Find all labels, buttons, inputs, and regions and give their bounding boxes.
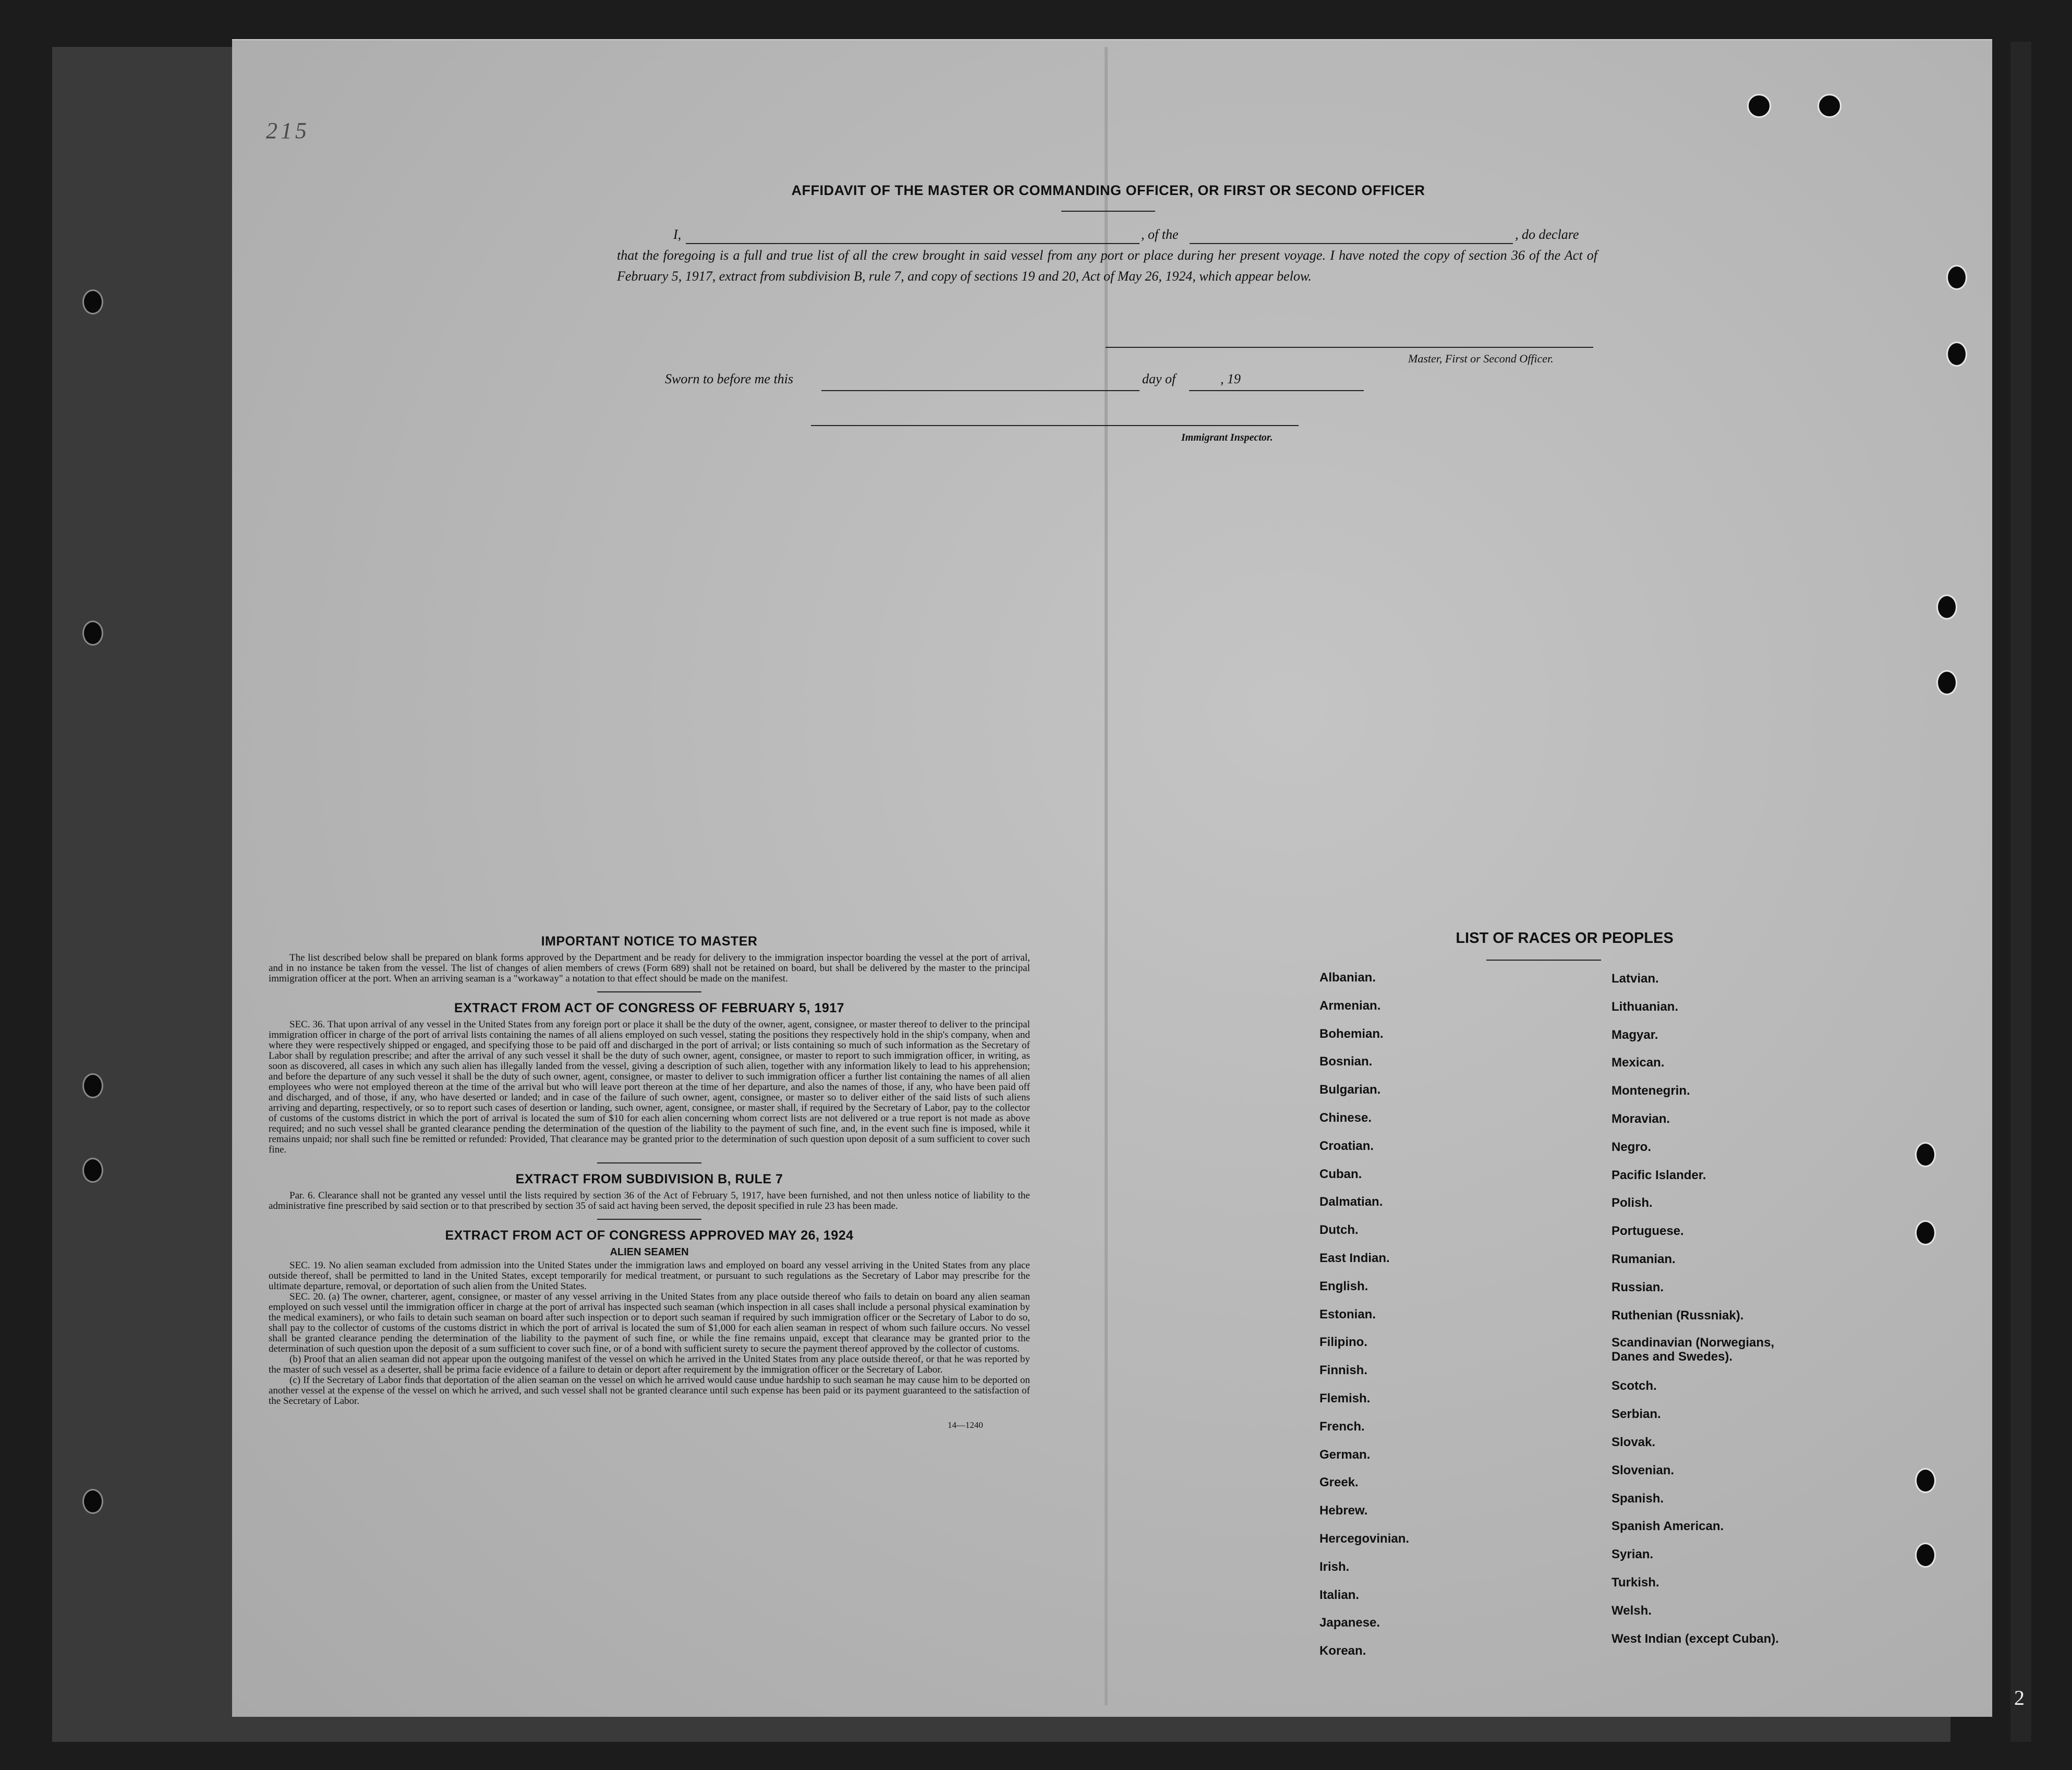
race-item: Ruthenian (Russniak).: [1611, 1308, 1744, 1323]
race-item: Pacific Islander.: [1611, 1168, 1706, 1182]
binder-hole: [1747, 94, 1771, 118]
binder-hole: [1936, 595, 1957, 620]
name-field[interactable]: [686, 227, 1140, 244]
binder-hole: [1946, 265, 1967, 290]
race-item: Bohemian.: [1319, 1026, 1384, 1041]
affidavit-title: AFFIDAVIT OF THE MASTER OR COMMANDING OFFICER, OR FIRST OR SECOND OFFICER: [791, 183, 1425, 198]
binder-hole: [1915, 1543, 1936, 1568]
binder-hole: [1915, 1142, 1936, 1167]
race-item: East Indian.: [1319, 1251, 1390, 1265]
race-item: Spanish.: [1611, 1491, 1664, 1506]
race-item: Irish.: [1319, 1559, 1350, 1574]
race-item: Moravian.: [1611, 1111, 1670, 1126]
race-item: Turkish.: [1611, 1575, 1659, 1590]
race-item: Rumanian.: [1611, 1252, 1676, 1266]
binder-hole: [1946, 342, 1967, 367]
race-item: Filipino.: [1319, 1335, 1367, 1350]
divider: [597, 1219, 701, 1220]
races-left-column: [1319, 970, 1538, 1671]
race-item: Magyar.: [1611, 1027, 1658, 1042]
day-of-label: day of: [1142, 371, 1176, 386]
extract-1917-title: EXTRACT FROM ACT OF CONGRESS OF FEBRUARY 5, 1917: [454, 1001, 845, 1015]
binder-hole: [82, 1489, 103, 1514]
race-item: Hercegovinian.: [1319, 1531, 1410, 1546]
divider: [597, 1162, 701, 1163]
master-signature-line[interactable]: [1106, 347, 1593, 348]
races-underline: [1486, 960, 1601, 961]
declaration-line: [617, 224, 1597, 245]
handwritten-page-number: 215: [266, 118, 310, 143]
extract-1924-title: EXTRACT FROM ACT OF CONGRESS APPROVED MAY 26, 1924: [445, 1228, 854, 1243]
center-fold: [1105, 47, 1108, 1705]
race-item: Korean.: [1319, 1644, 1366, 1658]
race-item: Welsh.: [1611, 1603, 1652, 1618]
binder-hole: [1817, 94, 1841, 118]
race-item: German.: [1319, 1447, 1371, 1462]
race-item: Dutch.: [1319, 1223, 1359, 1238]
race-item: Spanish American.: [1611, 1519, 1724, 1534]
races-right-column: [1611, 971, 1810, 1659]
binder-hole: [1915, 1468, 1936, 1493]
section-19: SEC. 19. No alien seaman excluded from admission into the United States under the immigration laws and employed on board any vessel arriving in the United States from any place outside thereof, shall be permitted to land in the United States, except temporarily for medical treatment, or pursuant to such regulations as the Secretary of Labor may prescribe for the ultimate departure, removal, or deportation of such alien from the United States.: [269, 1260, 1030, 1292]
race-item: Serbian.: [1611, 1407, 1661, 1422]
notice-body: The list described below shall be prepared on blank forms approved by the Department and be ready for delivery to the immigration inspector boarding the vessel at the port of arrival, and in no instance be taken from the vessel. The list of changes of alien members of crews (Form 689) shall not be retained on board, but shall be delivered by the master to the principal immigration officer at the port. When an arriving seaman is a "workaway" a notation to that effect should be made on the manifest.: [269, 952, 1030, 984]
section-20b: (b) Proof that an alien seaman did not appear upon the outgoing manifest of the vessel on which he arrived in the United States from any place outside thereof, or that he was reported by the master of such vessel as a deserter, shall be prima facie evidence of a failure to detain or deport after requirement by the immigration officer or the Secretary of Labor.: [269, 1354, 1030, 1375]
binder-hole: [82, 289, 103, 314]
year-prefix: , 19: [1220, 371, 1241, 386]
legal-extracts-column: [269, 936, 1030, 1430]
binder-hole: [82, 1158, 103, 1183]
extract-rule7-body: Par. 6. Clearance shall not be granted any vessel until the lists required by section 36 of the Act of February 5, 1917, have been furnished, and not then unless notice of liability to the administrative fine prescribed by said section or to that prescribed by section 35 of said act having been served, the deposit specified in rule 23 has been made.: [269, 1190, 1030, 1211]
year-field[interactable]: [1251, 374, 1324, 391]
race-item: Flemish.: [1319, 1391, 1371, 1405]
race-item: Latvian.: [1611, 972, 1659, 986]
race-item: Lithuanian.: [1611, 999, 1678, 1014]
sworn-day-field[interactable]: [821, 374, 1140, 391]
section-20a: SEC. 20. (a) The owner, charterer, agent, consignee, or master of any vessel arriving in the United States from any place outside thereof who fails to detain on board any alien seaman employed on such vessel until the immigration officer in charge at the port of arrival has inspected such seaman (which inspection in all cases shall include a personal physical examination by the medical examiners), or who fails to detain such seaman on board after such inspection or to deport such seaman if required by such immigration officer or the Secretary of Labor to do so, shall pay to the collector of customs of the customs district in which the port of arrival is located the sum of $1,000 for each alien seaman in respect of whom such failure occurs. No vessel shall be granted clearance pending the determination of the liability to the payment of such fine, or while the fine remains unpaid, except that clearance may be granted prior to the determination of such question upon the deposit of a sum sufficient to cover such fine, or of a bond with sufficient surety to secure the payment thereof approved by the collector of customs.: [269, 1291, 1030, 1354]
binder-hole: [82, 1073, 103, 1098]
race-item: Negro.: [1611, 1139, 1652, 1154]
declaration-statement: that the foregoing is a full and true list of all the crew brought in said vessel from any port or place during her present voyage. I have noted the copy of section 36 of the Act of February 5, 1917, extract from subdivision B, rule 7, and copy of sections 19 and 20, Act of May 26, 1924, which appear below.: [617, 248, 1597, 284]
race-item: Armenian.: [1319, 998, 1381, 1013]
race-item: West Indian (except Cuban).: [1611, 1631, 1779, 1646]
title-underline: [1061, 211, 1155, 212]
sworn-label: Sworn to before me this: [665, 371, 794, 386]
race-item: Mexican.: [1611, 1056, 1665, 1070]
race-item: English.: [1319, 1279, 1368, 1293]
race-item: Greek.: [1319, 1475, 1359, 1490]
race-item: Chinese.: [1319, 1110, 1372, 1125]
race-item: Polish.: [1611, 1196, 1653, 1210]
binder-hole: [1915, 1220, 1936, 1245]
race-item: Japanese.: [1319, 1616, 1380, 1630]
race-item: Hebrew.: [1319, 1504, 1368, 1518]
right-edge-strip: [2010, 42, 2031, 1742]
race-item: Russian.: [1611, 1280, 1664, 1294]
inspector-label: Immigrant Inspector.: [1181, 432, 1273, 443]
races-title: LIST OF RACES OR PEOPLES: [1456, 930, 1674, 947]
race-item: Italian.: [1319, 1587, 1360, 1602]
extract-1924-subtitle: ALIEN SEAMEN: [610, 1246, 689, 1258]
section-20c: (c) If the Secretary of Labor finds that deportation of the alien seaman on the vessel on which he arrived would cause undue hardship to such seaman he may cause him to be deported on another vessel at the expense of the vessel on which he arrived, and such vessel shall not be granted clearance until such expense has been paid or its payment guaranteed to the satisfaction of the Secretary of Labor.: [269, 1375, 1030, 1407]
race-item: Croatian.: [1319, 1138, 1374, 1153]
inspector-signature-line[interactable]: [811, 425, 1299, 426]
page-edge-mark: 2: [2014, 1686, 2025, 1710]
master-signature-label: Master, First or Second Officer.: [1408, 352, 1554, 365]
binder-hole: [1936, 670, 1957, 695]
form-number: 14—1240: [948, 1420, 983, 1430]
race-item: Slovenian.: [1611, 1463, 1675, 1477]
race-item: Portuguese.: [1611, 1224, 1684, 1239]
race-item: Estonian.: [1319, 1307, 1376, 1322]
race-item: Finnish.: [1319, 1363, 1367, 1378]
race-item: Scotch.: [1611, 1379, 1657, 1393]
do-declare-label: , do declare: [1515, 227, 1579, 242]
race-item: Montenegrin.: [1611, 1084, 1690, 1098]
i-label: I,: [673, 227, 682, 242]
extract-1917-body: SEC. 36. That upon arrival of any vessel in the United States from any foreign port or place it shall be the duty of the owner, agent, consignee, or master thereof to deliver to the principal immigration officer in charge of the port of arrival lists containing the names of all aliens employed on such vessel, stating the positions they respectively hold in the ship's company, when and where they were respectively shipped or engaged, and specifying those to be paid off and discharged in the port of arrival; or lists containing so much of such information as the Secretary of Labor shall by regulation prescribe; and after the arrival of any such vessel it shall be the duty of such owner, agent, consignee, or master to report to such immigration officer, in writing, as soon as discovered, all cases in which any such alien has illegally landed from the vessel, giving a description of such alien, together with any information likely to lead to his apprehension; and before the departure of any such vessel it shall be the duty of such owner, agent, consignee, or master to deliver to such immigration officer a further list containing the names of all alien employees who were not employed thereon at the time of the arrival but who will leave port thereon at the time of her departure, and also the names of those, if any, who have been paid off and discharged, and of those, if any, who have deserted or landed; and in case of the failure of such owner, agent, consignee, or master so to deliver either of the said lists of such aliens arriving and departing, respectively, or so to report such cases of desertion or landing, such owner, agent, consignee, or master shall, if required by the Secretary of Labor, pay to the collector of customs of the customs district in which the port of arrival is located the sum of $10 for each alien concerning whom correct lists are not delivered or a true report is not made as above required; and no such vessel shall be granted clearance pending the determination of the question of the liability to the payment of such fine, and, in the event such fine is imposed, while it remains unpaid; nor shall such fine be remitted or refunded: Provided, That clearance may be granted prior to the determination of such question upon deposit of a sum sufficient to cover such fine.: [269, 1019, 1030, 1155]
of-the-label: , of the: [1141, 227, 1179, 242]
race-item: Albanian.: [1319, 971, 1376, 985]
race-item: Bulgarian.: [1319, 1083, 1381, 1097]
race-item: French.: [1319, 1419, 1365, 1434]
race-item: Cuban.: [1319, 1167, 1362, 1181]
extract-rule7-title: EXTRACT FROM SUBDIVISION B, RULE 7: [515, 1172, 783, 1186]
race-item: Syrian.: [1611, 1547, 1654, 1562]
race-item: Bosnian.: [1319, 1054, 1373, 1069]
vessel-field[interactable]: [1190, 227, 1513, 244]
notice-title: IMPORTANT NOTICE TO MASTER: [541, 934, 758, 949]
race-item: Slovak.: [1611, 1435, 1656, 1449]
year-field-group: [1220, 371, 1351, 392]
affidavit-declaration: [617, 224, 1597, 287]
binder-hole: [82, 621, 103, 646]
divider: [597, 991, 701, 992]
race-item: Dalmatian.: [1319, 1195, 1383, 1209]
race-item: Scandinavian (Norwegians, Danes and Swedes).: [1611, 1336, 1775, 1364]
